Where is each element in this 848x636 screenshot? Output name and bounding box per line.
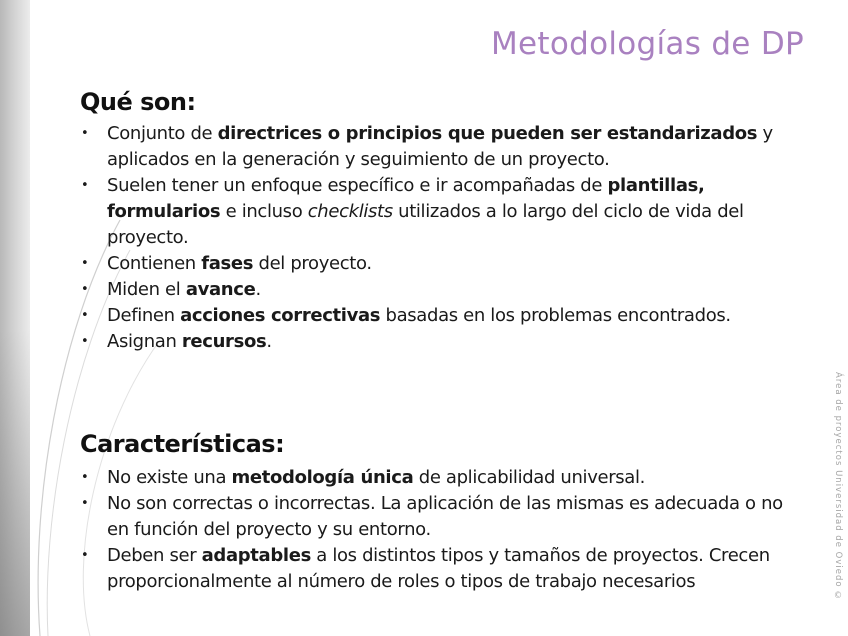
list-item: • Deben ser adaptables a los distintos tipos y tamaños de proyectos. Crecen proporcionalmente al número de roles o tipos de trabajo necesarios bbox=[80, 543, 792, 595]
list-item: • Contienen fases del proyecto. bbox=[80, 251, 792, 277]
section-que-son-list bbox=[80, 121, 792, 355]
list-item: • Conjunto de directrices o principios que pueden ser estandarizados y aplicados en la generación y seguimiento de un proyecto. bbox=[80, 121, 792, 173]
list-item: • Definen acciones correctivas basadas en los problemas encontrados. bbox=[80, 303, 792, 329]
section-heading-caracteristicas: Características: bbox=[80, 430, 285, 458]
list-item: • No existe una metodología única de aplicabilidad universal. bbox=[80, 465, 792, 491]
slide-title: Metodologías de DP bbox=[490, 26, 804, 62]
section-caracteristicas-list bbox=[80, 465, 792, 595]
side-copyright-text: Área de proyectos Universidad de Oviedo © bbox=[833, 372, 843, 603]
list-item: • Miden el avance. bbox=[80, 277, 792, 303]
list-item: • No son correctas o incorrectas. La aplicación de las mismas es adecuada o no en función del proyecto y su entorno. bbox=[80, 491, 792, 543]
left-band-shadow bbox=[0, 330, 30, 636]
section-heading-que-son: Qué son: bbox=[80, 88, 196, 116]
list-item: • Asignan recursos. bbox=[80, 329, 792, 355]
list-item: • Suelen tener un enfoque específico e ir acompañadas de plantillas, formularios e incluso checklists utilizados a lo largo del ciclo de vida del proyecto. bbox=[80, 173, 792, 251]
